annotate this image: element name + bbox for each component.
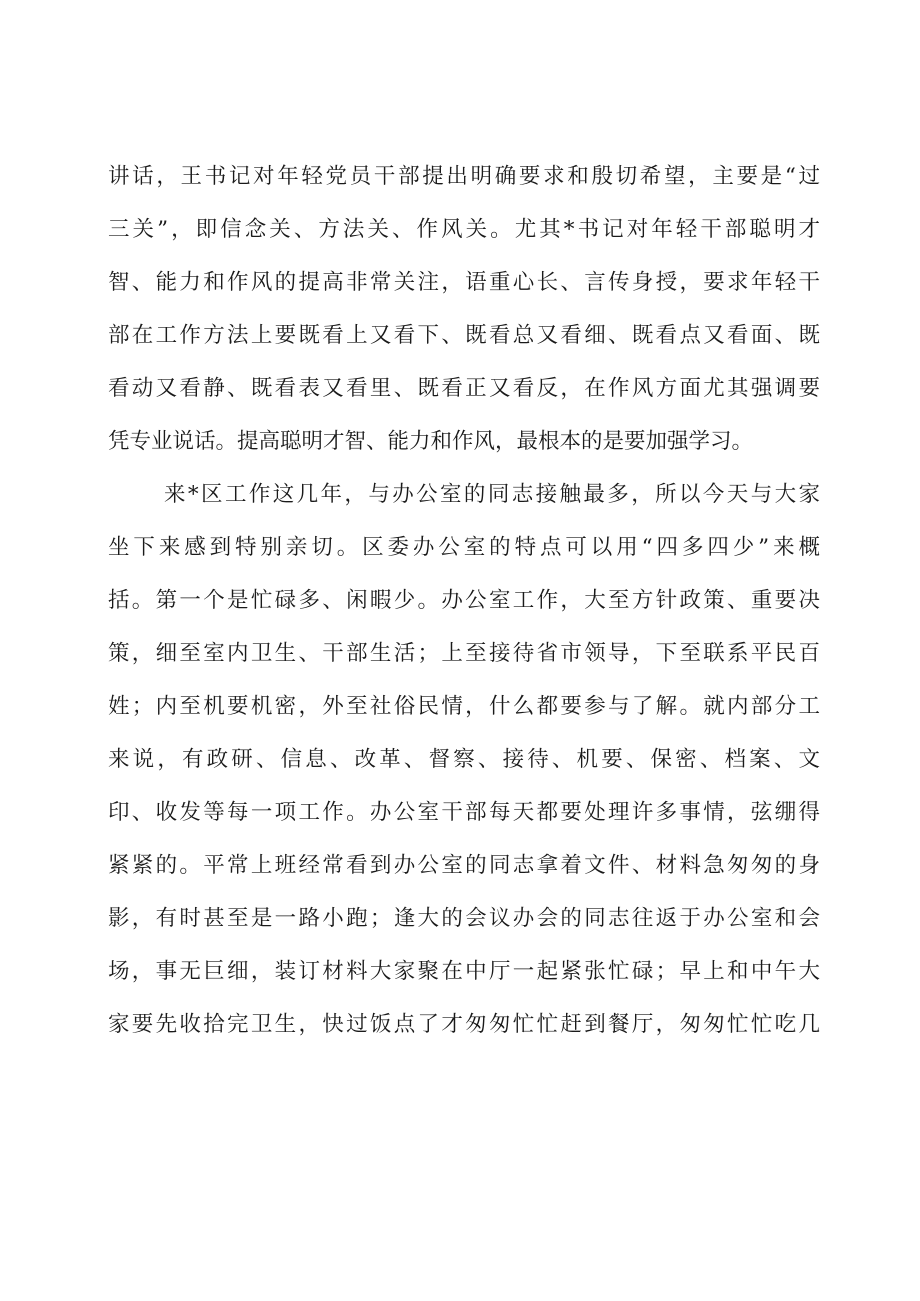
text-line: 讲话，王书记对年轻党员干部提出明确要求和殷切希望，主要是“过 <box>108 164 820 189</box>
text-line: 括。第一个是忙碌多、闲暇少。办公室工作，大至方针政策、重要决 <box>108 588 820 613</box>
paragraph-2 <box>108 468 820 1051</box>
text-line: 三关”，即信念关、方法关、作风关。尤其*书记对年轻干部聪明才 <box>108 217 820 242</box>
text-line: 来*区工作这几年，与办公室的同志接触最多，所以今天与大家 <box>164 482 820 507</box>
text-line: 场，事无巨细，装订材料大家聚在中厅一起紧张忙碌；早上和中午大 <box>108 959 820 984</box>
text-line: 影，有时甚至是一路小跑；逢大的会议办会的同志往返于办公室和会 <box>108 906 820 931</box>
document-body <box>108 150 820 1051</box>
text-line: 来说，有政研、信息、改革、督察、接待、机要、保密、档案、文 <box>108 747 820 772</box>
text-line: 凭专业说话。提高聪明才智、能力和作风，最根本的是要加强学习。 <box>108 429 754 454</box>
paragraph-1 <box>108 150 820 468</box>
text-line: 姓；内至机要机密，外至社俗民情，什么都要参与了解。就内部分工 <box>108 694 820 719</box>
text-line: 家要先收拾完卫生，快过饭点了才匆匆忙忙赶到餐厅，匆匆忙忙吃几 <box>108 1012 820 1037</box>
text-line: 看动又看静、既看表又看里、既看正又看反，在作风方面尤其强调要 <box>108 376 820 401</box>
text-line: 部在工作方法上要既看上又看下、既看总又看细、既看点又看面、既 <box>108 323 820 348</box>
text-line: 智、能力和作风的提高非常关注，语重心长、言传身授，要求年轻干 <box>108 270 820 295</box>
text-line: 策，细至室内卫生、干部生活；上至接待省市领导，下至联系平民百 <box>108 641 820 666</box>
text-line: 紧紧的。平常上班经常看到办公室的同志拿着文件、材料急匆匆的身 <box>108 853 820 878</box>
text-line: 坐下来感到特别亲切。区委办公室的特点可以用“四多四少”来概 <box>108 535 820 560</box>
text-line: 印、收发等每一项工作。办公室干部每天都要处理许多事情，弦绷得 <box>108 800 820 825</box>
